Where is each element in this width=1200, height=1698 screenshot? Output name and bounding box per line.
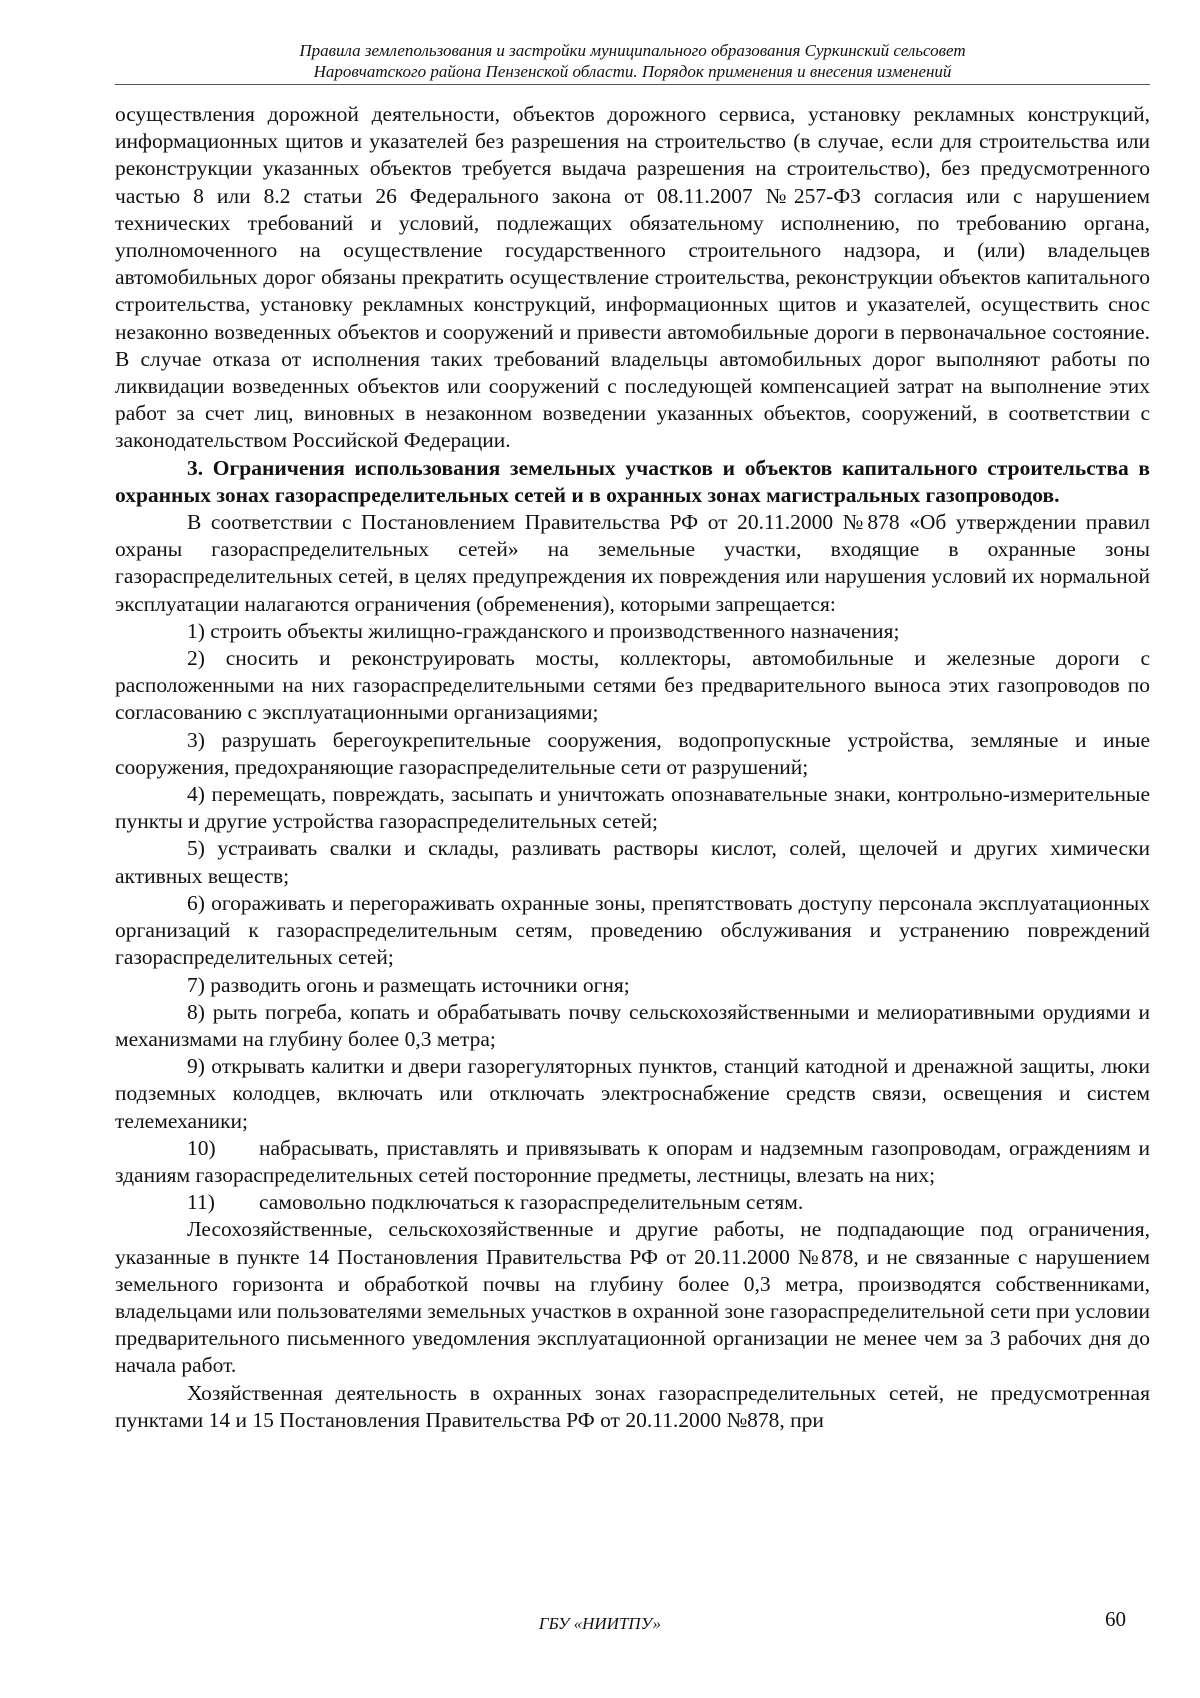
- header-line-2: Наровчатского района Пензенской области. Порядок применения и внесения изменений: [313, 62, 952, 81]
- page-number: 60: [1105, 1607, 1126, 1631]
- list-item: 5) устраивать свалки и склады, разливать растворы кислот, солей, щелочей и других химически активных веществ;: [115, 836, 1150, 888]
- list-item: 2) сносить и реконструировать мосты, коллекторы, автомобильные и железные дороги с расположенными на них газораспределительными сетями без предварительного выноса этих газопроводов по согласованию с эксплуатационными организациями;: [115, 646, 1150, 725]
- list-item: 9) открывать калитки и двери газорегуляторных пунктов, станций катодной и дренажной защиты, люки подземных колодцев, включать или отключать электроснабжение средств связи, освещения и систем телемеханики;: [115, 1054, 1150, 1133]
- section-heading: 3. Ограничения использования земельных участков и объектов капитального строительства в охранных зонах газораспределительных сетей и в охранных зонах магистральных газопроводов.: [115, 455, 1150, 507]
- list-item: [115, 1135, 1150, 1189]
- paragraph-economic: Хозяйственная деятельность в охранных зонах газораспределительных сетей, не предусмотренная пунктами 14 и 15 Постановления Правительства РФ от 20.11.2000 №878, при: [115, 1380, 1150, 1432]
- paragraph-intro: осуществления дорожной деятельности, объектов дорожного сервиса, установку рекламных конструкций, информационных щитов и указателей без разрешения на строительство (в случае, если для строительства или реконструкции указанных объектов требуется выдача разрешения на строительство), без предусмотренного частью 8 или 8.2 статьи 26 Федерального закона от 08.11.2007 №257-ФЗ согласия или с нарушением технических требований и условий, подлежащих обязательному исполнению, по требованию органа, уполномоченного на осуществление государственного строительного надзора, и (или) владельцев автомобильных дорог обязаны прекратить осуществление строительства, реконструкции объектов капитального строительства, установку рекламных конструкций, информационных щитов и указателей, осуществить снос незаконно возведенных объектов и сооружений и привести автомобильные дороги в первоначальное состояние. В случае отказа от исполнения таких требований владельцы автомобильных дорог выполняют работы по ликвидации возведенных объектов или сооружений с последующей компенсацией затрат на выполнение этих работ за счет лиц, виновных в незаконном возведении указанных объектов, сооружений, в соответствии с законодательством Российской Федерации.: [115, 102, 1150, 453]
- paragraph-forestry: Лесохозяйственные, сельскохозяйственные и другие работы, не подпадающие под ограничения, указанные в пункте 14 Постановления Правительства РФ от 20.11.2000 №878, и не связанные с нарушением земельного горизонта и обработкой почвы на глубину более 0,3 метра, производятся собственниками, владельцами или пользователями земельных участков в охранной зоне газораспределительной сети при условии предварительного письменного уведомления эксплуатационной организации не менее чем за 3 рабочих дня до начала работ.: [115, 1217, 1150, 1378]
- list-item-text: набрасывать, приставлять и привязывать к опорам и надземным газопроводам, ограждениям и зданиям газораспределительных сетей посторонние предметы, лестницы, влезать на них;: [115, 1135, 1150, 1187]
- list-item: 6) огораживать и перегораживать охранные зоны, препятствовать доступу персонала эксплуатационных организаций к газораспределительным сетям, проведению обслуживания и устранению повреждений газораспределительных сетей;: [115, 890, 1150, 970]
- list-item: 1) строить объекты жилищно-гражданского и производственного назначения;: [187, 618, 900, 643]
- list-item: [115, 1189, 1150, 1216]
- list-item-number: 10): [187, 1135, 216, 1160]
- list-item: 3) разрушать берегоукрепительные сооружения, водопропускные устройства, земляные и иные сооружения, предохраняющие газораспределительные сети от разрушений;: [115, 727, 1150, 779]
- list-item: 4) перемещать, повреждать, засыпать и уничтожать опознавательные знаки, контрольно-измерительные пункты и другие устройства газораспределительных сетей;: [115, 782, 1150, 834]
- list-item: 8) рыть погреба, копать и обрабатывать почву сельскохозяйственными и мелиоративными орудиями и механизмами на глубину более 0,3 метра;: [115, 999, 1150, 1051]
- page-body: [115, 101, 1150, 1434]
- list-item-number: 11): [187, 1190, 215, 1215]
- header-line-1: Правила землепользования и застройки муниципального образования Суркинский сельсовет: [299, 41, 966, 60]
- footer-organization: ГБУ «НИИТПУ»: [538, 1614, 662, 1633]
- page-header: [115, 40, 1150, 85]
- list-item: 7) разводить огонь и размещать источники огня;: [187, 972, 630, 997]
- paragraph-decree: В соответствии с Постановлением Правительства РФ от 20.11.2000 №878 «Об утверждении правил охраны газораспределительных сетей» на земельные участки, входящие в охранные зоны газораспределительных сетей, в целях предупреждения их повреждения или нарушения условий их нормальной эксплуатации налагаются ограничения (обременения), которыми запрещается:: [115, 510, 1150, 616]
- list-item-text: самовольно подключаться к газораспределительным сетям.: [259, 1190, 804, 1215]
